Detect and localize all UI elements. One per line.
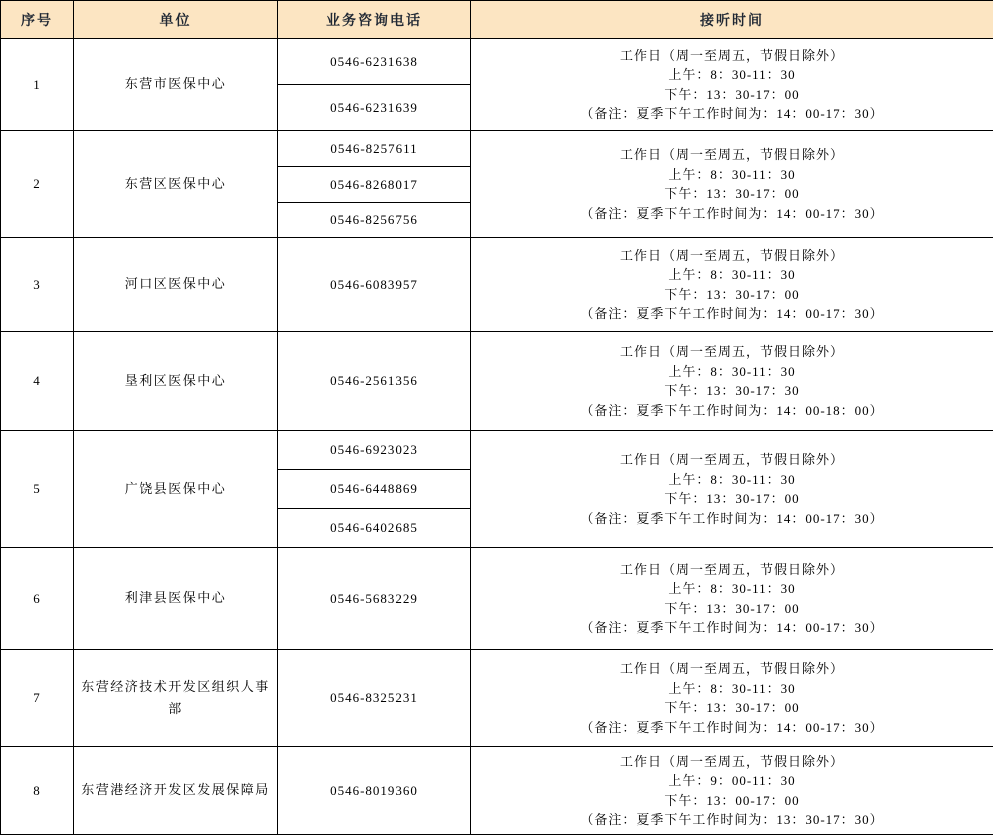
time-line: （备注：夏季下午工作时间为：14：00-17：30） [477, 304, 987, 324]
unit-cell: 河口区医保中心 [74, 238, 278, 332]
unit-cell: 东营区医保中心 [74, 131, 278, 238]
time-line: 下午：13：30-17：00 [477, 599, 987, 619]
time-line: 下午：13：30-17：00 [477, 85, 987, 105]
time-line: 下午：13：30-17：30 [477, 381, 987, 401]
phone-cell: 0546-5683229 [278, 548, 471, 650]
table-row [1, 238, 993, 332]
row-number: 5 [1, 431, 74, 548]
phone-cell: 0546-6083957 [278, 238, 471, 332]
phone-cell: 0546-8268017 [278, 167, 471, 203]
row-number: 4 [1, 332, 74, 431]
time-line: 上午：8：30-11：30 [477, 165, 987, 185]
row-number: 8 [1, 747, 74, 835]
time-line: 工作日（周一至周五，节假日除外） [477, 46, 987, 66]
table-row [1, 39, 993, 85]
row-number: 7 [1, 650, 74, 747]
unit-cell: 利津县医保中心 [74, 548, 278, 650]
table-row [1, 747, 993, 835]
phone-cell: 0546-6923023 [278, 431, 471, 470]
phone-cell: 0546-6231639 [278, 85, 471, 131]
time-cell [471, 332, 993, 431]
phone-cell: 0546-8325231 [278, 650, 471, 747]
time-line: 工作日（周一至周五，节假日除外） [477, 659, 987, 679]
unit-cell: 东营港经济开发区发展保障局 [74, 747, 278, 835]
row-number: 2 [1, 131, 74, 238]
time-line: 工作日（周一至周五，节假日除外） [477, 246, 987, 266]
time-line: 下午：13：30-17：00 [477, 489, 987, 509]
unit-cell: 东营经济技术开发区组织人事部 [74, 650, 278, 747]
time-cell [471, 747, 993, 835]
phone-cell: 0546-8257611 [278, 131, 471, 167]
time-cell [471, 238, 993, 332]
unit-cell: 垦利区医保中心 [74, 332, 278, 431]
time-line: 上午：8：30-11：30 [477, 679, 987, 699]
header-row [1, 1, 993, 39]
header-phone: 业务咨询电话 [278, 1, 471, 39]
time-line: （备注：夏季下午工作时间为：14：00-17：30） [477, 718, 987, 738]
time-line: （备注：夏季下午工作时间为：14：00-17：30） [477, 618, 987, 638]
time-line: （备注：夏季下午工作时间为：14：00-17：30） [477, 204, 987, 224]
table-row [1, 548, 993, 650]
phone-cell: 0546-8019360 [278, 747, 471, 835]
unit-cell: 广饶县医保中心 [74, 431, 278, 548]
time-line: （备注：夏季下午工作时间为：14：00-17：30） [477, 104, 987, 124]
time-line: （备注：夏季下午工作时间为：14：00-18：00） [477, 401, 987, 421]
row-number: 1 [1, 39, 74, 131]
header-no: 序号 [1, 1, 74, 39]
time-line: 下午：13：30-17：00 [477, 698, 987, 718]
time-line: 下午：13：00-17：00 [477, 791, 987, 811]
table-row [1, 131, 993, 167]
header-time: 接听时间 [471, 1, 993, 39]
table-row [1, 431, 993, 470]
time-line: 下午：13：30-17：00 [477, 285, 987, 305]
time-line: 工作日（周一至周五，节假日除外） [477, 560, 987, 580]
phone-cell: 0546-6231638 [278, 39, 471, 85]
time-line: 下午：13：30-17：00 [477, 184, 987, 204]
table-row [1, 332, 993, 431]
time-cell [471, 431, 993, 548]
time-line: 上午：9：00-11：30 [477, 771, 987, 791]
time-line: 工作日（周一至周五，节假日除外） [477, 752, 987, 772]
unit-cell: 东营市医保中心 [74, 39, 278, 131]
time-cell [471, 39, 993, 131]
time-cell [471, 650, 993, 747]
time-line: （备注：夏季下午工作时间为：14：00-17：30） [477, 509, 987, 529]
phone-cell: 0546-6448869 [278, 470, 471, 509]
time-line: 上午：8：30-11：30 [477, 362, 987, 382]
header-unit: 单位 [74, 1, 278, 39]
time-line: 工作日（周一至周五，节假日除外） [477, 145, 987, 165]
row-number: 3 [1, 238, 74, 332]
time-cell [471, 131, 993, 238]
time-line: 工作日（周一至周五，节假日除外） [477, 450, 987, 470]
time-line: 上午：8：30-11：30 [477, 265, 987, 285]
table-row [1, 650, 993, 747]
time-line: 工作日（周一至周五，节假日除外） [477, 342, 987, 362]
time-line: 上午：8：30-11：30 [477, 579, 987, 599]
time-line: 上午：8：30-11：30 [477, 65, 987, 85]
phone-cell: 0546-8256756 [278, 203, 471, 238]
phone-cell: 0546-2561356 [278, 332, 471, 431]
row-number: 6 [1, 548, 74, 650]
time-line: （备注：夏季下午工作时间为：13：30-17：30） [477, 810, 987, 830]
time-cell [471, 548, 993, 650]
phone-cell: 0546-6402685 [278, 509, 471, 548]
time-line: 上午：8：30-11：30 [477, 470, 987, 490]
